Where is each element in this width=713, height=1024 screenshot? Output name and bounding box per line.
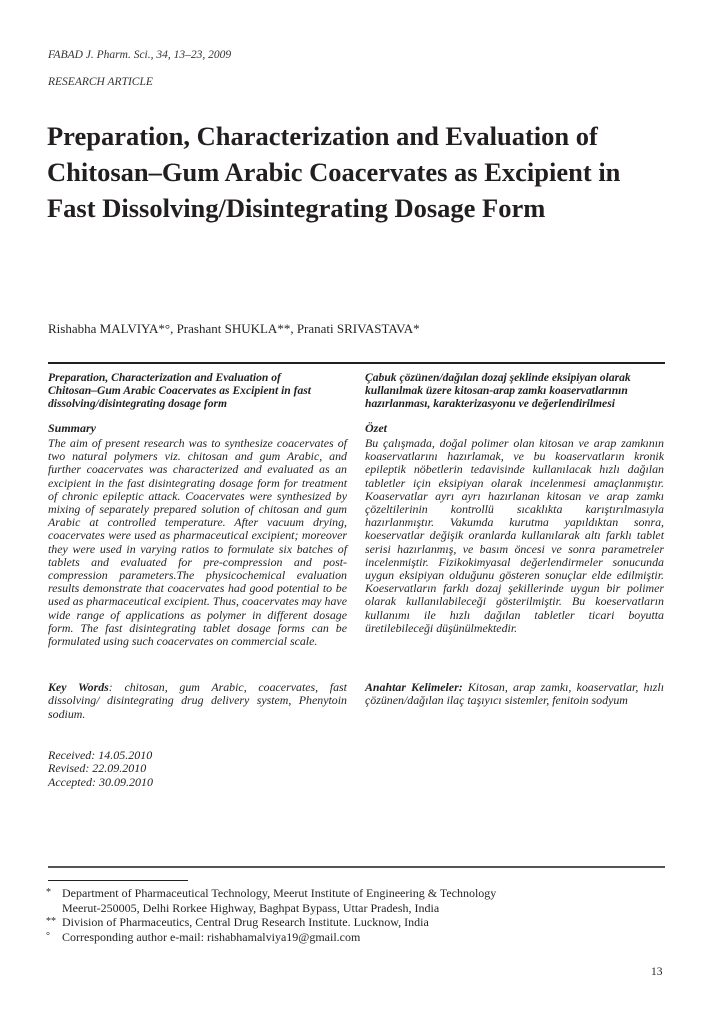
anahtar-kelimeler-label: Anahtar Kelimeler:: [365, 680, 463, 694]
footnote: [46, 930, 496, 945]
ozet-body: Bu çalışmada, doğal polimer olan kitosan ve arap zamkının koaservatlarını hazırlamak, ve bu koaservatların kronik epileptik nöbetlerin tedavisinde kullanılacak hızlı dağılan tabletler için eksipiyan olarak incelenmesi amaçlanmıştır. Koaservatlar ayrı ayrı hazırlanan kitosan ve arap zamkı çözeltilerinin kontrollü sıcaklıkta karıştırılmasıyla hazırlanmıştır. Vakumda kurutma yapıldıktan sonra, koeservatlar değişik oranlarda kullanılarak altı farklı tablet serisi hazırlanmış, ve basım öncesi ve sonra parametreler incelenmiştir. Fizikokimyasal değerlendirmeler sonucunda uygun eksipiyan olduğunu gösteren sonuçlar elde edilmiştir. Koeservatların farklı dozaj şekillerinde uygun bir polimer olarak kullanılabileceği gösterilmiştir. Bu koeservatların kullanımı ile hızlı dağılan tabletler ticari boyutta üretilebileceği düşünülmektedir.: [365, 436, 664, 635]
ozet-heading: Özet: [365, 421, 387, 435]
footnote-mark: **: [46, 916, 56, 928]
footnote-mark: *: [46, 887, 51, 898]
keywords-label: Key Words: [48, 680, 109, 694]
footnote-continuation: [46, 901, 496, 916]
top-divider: [48, 362, 665, 364]
english-abstract-title: [48, 371, 347, 410]
english-title-line: Chitosan–Gum Arabic Coacervates as Excipient in fast: [48, 384, 312, 397]
received-date: Received: 14.05.2010: [48, 748, 153, 762]
turkish-title-line: kullanılmak üzere kitosan-arap zamkı koaservatlarının: [365, 384, 628, 397]
title-line: Chitosan–Gum Arabic Coacervates as Excipient in: [47, 157, 621, 187]
summary-body: The aim of present research was to synthesize coacervates of two natural polymers viz. chitosan and gum Arabic, and further coacervates was characterized and evaluated as an excipient in the fast disintegrating dosage form for treatment of chronic epileptic attack. Coacervates were synthesized by mixing of separately prepared solution of chitosan and gum Arabic at controlled temperature. After vacuum drying, coacervates were used as pharmaceutical excipient; moreover they were used in varying ratios to formulate six batches of tablets and evaluated for pre-compression and post-compression parameters.The physicochemical evaluation results demonstrate that coacervates had good potential to be used as pharmaceutical excipient. Thus, coacervates may have wide range of applications as polymer in different dosage form. The fast disintegrating tablet dosage forms can be formulated using such coacervates on commercial scale.: [48, 436, 347, 649]
turkish-keywords: [365, 681, 664, 708]
turkish-abstract-title: [365, 371, 664, 410]
turkish-title-line: Çabuk çözünen/dağılan dozaj şeklinde eksipiyan olarak: [365, 371, 631, 384]
footnote-text: Division of Pharmaceutics, Central Drug Research Institute. Lucknow, India: [62, 915, 429, 930]
footnote-divider: [48, 880, 188, 881]
anahtar-kelimeler-text: Kitosan, arap zamkı, koaservatlar, hızlı çözünen/dağılan ilaç taşıyıcı sistemler, fenitoin sodyum: [365, 680, 664, 708]
authors: Rishabha MALVIYA*°, Prashant SHUKLA**, Pranati SRIVASTAVA*: [48, 321, 420, 336]
english-keywords: [48, 681, 347, 721]
keywords-text: : chitosan, gum Arabic, coacervates, fast dissolving/ disintegrating drug delivery system, Phenytoin sodium.: [48, 680, 347, 721]
paper-title: [47, 118, 687, 226]
page-number: 13: [651, 966, 663, 978]
turkish-title-line: hazırlanması, karakterizasyonu ve değerlendirilmesi: [365, 397, 615, 410]
footnote-text: Department of Pharmaceutical Technology, Meerut Institute of Engineering & Technology: [62, 886, 497, 900]
journal-citation: FABAD J. Pharm. Sci., 34, 13–23, 2009: [48, 49, 232, 61]
bottom-divider: [48, 866, 665, 868]
footnotes: [46, 886, 496, 944]
english-title-line: Preparation, Characterization and Evaluation of: [48, 371, 281, 384]
title-line: Fast Dissolving/Disintegrating Dosage Form: [47, 193, 546, 223]
english-title-line: dissolving/disintegrating dosage form: [48, 397, 228, 410]
summary-heading: Summary: [48, 421, 97, 435]
article-dates: [48, 749, 153, 789]
footnote: [46, 915, 496, 930]
footnote-text: Corresponding author e-mail: rishabhamalviya19@gmail.com: [62, 929, 361, 944]
footnote-mark: °: [46, 930, 50, 942]
footnote: [46, 886, 496, 901]
title-line: Preparation, Characterization and Evaluation of: [47, 121, 598, 151]
revised-date: Revised: 22.09.2010: [48, 761, 147, 776]
footnote-text: Meerut-250005, Delhi Rorkee Highway, Baghpat Bypass, Uttar Pradesh, India: [62, 900, 440, 915]
article-type: RESEARCH ARTICLE: [48, 76, 153, 88]
accepted-date: Accepted: 30.09.2010: [48, 774, 153, 789]
